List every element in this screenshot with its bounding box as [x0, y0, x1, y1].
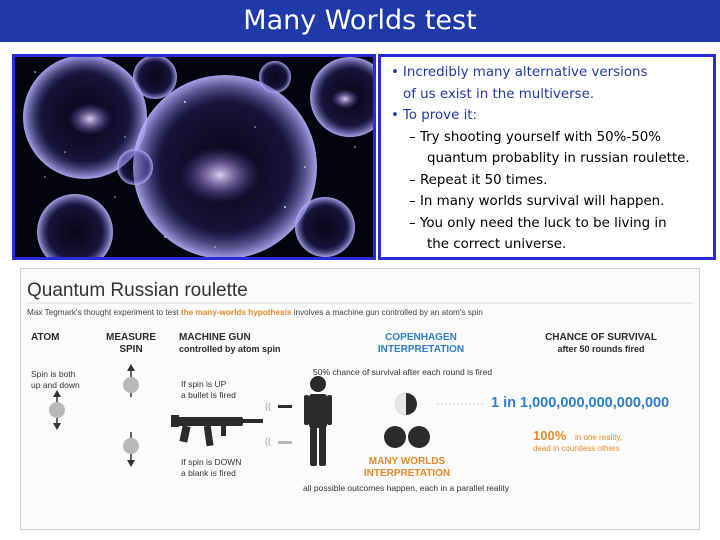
blank-bullet-icon	[278, 441, 292, 444]
copenhagen-label: COPENHAGEN	[385, 332, 457, 343]
person-icon	[304, 376, 332, 466]
infographic-title: Quantum Russian roulette	[27, 280, 248, 301]
chance-header: CHANCE OF SURVIVAL	[545, 332, 657, 343]
infographic-subtitle: Max Tegmark's thought experiment to test the many-worlds hypothesis involves a machine gun controlled by an atom's spin	[27, 308, 483, 317]
bullet-item: • Incredibly many alternative versions	[391, 65, 648, 80]
bottom-note: all possible outcomes happen, each in a parallel reality	[303, 483, 510, 493]
spin-note-2: up and down	[31, 380, 80, 390]
hundred-percent: 100%	[533, 428, 567, 443]
sub-bullet-text: You only need the luck to be living in	[419, 215, 667, 231]
copenhagen-label-2: INTERPRETATION	[377, 344, 465, 355]
many-worlds-label: MANY WORLDS	[368, 456, 446, 467]
hundred-note-2: dead in countless others	[533, 444, 620, 453]
blank-icon: ((	[265, 436, 271, 446]
spin-up-note-2: a bullet is fired	[181, 390, 236, 400]
multiverse-bubbles-icon	[15, 57, 373, 257]
multiverse-image	[12, 54, 376, 260]
sub-bullet-text: Repeat it 50 times.	[419, 172, 548, 188]
copenhagen-outcome-icon	[395, 393, 417, 415]
spin-up-icon	[123, 364, 139, 397]
sub-bullet: – You only need the luck to be living in	[409, 215, 667, 231]
survival-odds: 1 in 1,000,000,000,000,000	[491, 395, 670, 411]
many-worlds-outcome-icon	[384, 426, 430, 448]
sub-bullet-continuation: quantum probablity in russian roulette.	[427, 151, 690, 166]
gun-subheader: controlled by atom spin	[179, 344, 281, 354]
bullet-item: • To prove it:	[391, 108, 478, 123]
sub-bullet-text: In many worlds survival will happen.	[419, 194, 665, 209]
chance-subheader: after 50 rounds fired	[557, 344, 645, 354]
sub-bullet-text: Try shooting yourself with 50%-50%	[419, 129, 661, 145]
sub-bullet-continuation: the correct universe.	[427, 237, 567, 252]
atom-icon	[49, 390, 65, 430]
gun-header: MACHINE GUN	[179, 332, 251, 343]
spin-note: Spin is both	[31, 369, 76, 379]
shot-icon: ((	[265, 401, 271, 411]
measure-header: MEASURE	[105, 332, 157, 343]
sub-bullet: – In many worlds survival will happen.	[409, 194, 665, 209]
spin-header: SPIN	[119, 344, 143, 355]
sub-bullet: – Try shooting yourself with 50%-50%	[409, 129, 661, 145]
atom-header: ATOM	[31, 332, 60, 343]
bullet-text: To prove it:	[402, 108, 478, 123]
many-worlds-label-2: INTERPRETATION	[363, 468, 451, 479]
bullet-text: Incredibly many alternative versions	[402, 65, 648, 80]
hundred-note: in one reality,	[575, 433, 622, 442]
machine-gun-icon	[171, 415, 263, 446]
bullet-icon	[278, 405, 292, 408]
sub-bullet: – Repeat it 50 times.	[409, 172, 548, 188]
fifty-note: 50% chance of survival after each round is fired	[313, 367, 493, 377]
bullet-continuation: of us exist in the multiverse.	[403, 86, 595, 102]
slide-title: Many Worlds test	[243, 5, 477, 36]
spin-down-icon	[123, 432, 139, 467]
spin-up-note: If spin is UP	[181, 379, 227, 389]
quantum-roulette-infographic	[20, 268, 700, 530]
spin-down-note: If spin is DOWN	[181, 457, 242, 467]
bullet-textbox	[378, 54, 716, 260]
spin-down-note-2: a blank is fired	[181, 468, 236, 478]
